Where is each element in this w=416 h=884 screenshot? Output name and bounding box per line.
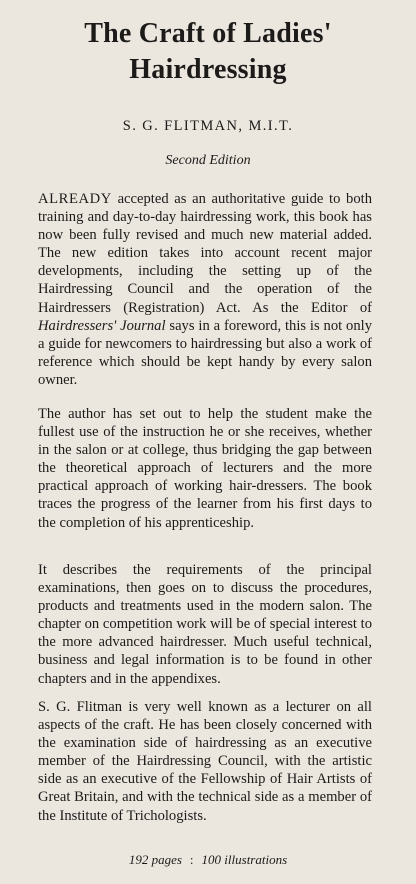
description-paragraph-2: The author has set out to help the student make the fullest use of the instruction he or she receives, whether in the salon or at college, thus bridging the gap between the theoretical approach of lecturers and the more practical approach of working hair-dressers. The book traces the progress of the learner from his first days to the completion of his apprenticeship. — [38, 406, 372, 531]
lead-word: ALREADY — [38, 191, 112, 207]
footer-separator: : — [189, 852, 194, 867]
book-title — [0, 16, 416, 88]
author-bio-paragraph: S. G. Flitman is very well known as a lecturer on all aspects of the craft. He has been closely concerned with the examination side of hairdressing as an executive member of the Hairdressing Council, with the artistic side as an executive of the Fellowship of Hair Artists of Great Britain, and with the technical side as a member of the Institute of Trichologists. — [38, 699, 372, 824]
paragraph-1-text-a: accepted as an authoritative guide to both training and day-to-day hairdressing work, this book has now been fully revised and much new material added. The new edition takes into account recent major developments, including the setting up of the Hairdressing Council and the operation of the Hairdressers (Registration) Act. As the Editor of — [38, 191, 372, 316]
description-paragraph-1 — [38, 190, 372, 389]
book-title-line-1: The Craft of Ladies' — [84, 18, 332, 49]
page-count-footer — [0, 852, 416, 868]
page-count: 192 pages — [128, 852, 182, 867]
edition-label: Second Edition — [165, 153, 251, 168]
description-paragraph-3: It describes the requirements of the principal examinations, then goes on to discuss the procedures, products and treatments used in the modern salon. The chapter on competition work will be of special interest to the more advanced hairdresser. Much useful technical, business and legal information is to be found in other chapters and in the appendixes. — [38, 562, 372, 687]
book-title-line-2: Hairdressing — [129, 54, 287, 85]
author-name: S. G. FLITMAN, M.I.T. — [122, 118, 294, 134]
journal-name: Hairdressers' Journal — [38, 317, 166, 334]
illustration-count: 100 illustrations — [201, 852, 288, 867]
paragraph-1-text-b: says in a foreword, this is not only a guide for newcomers to hairdressing but also a work of reference which should be kept handy by every salon owner. — [38, 317, 372, 388]
